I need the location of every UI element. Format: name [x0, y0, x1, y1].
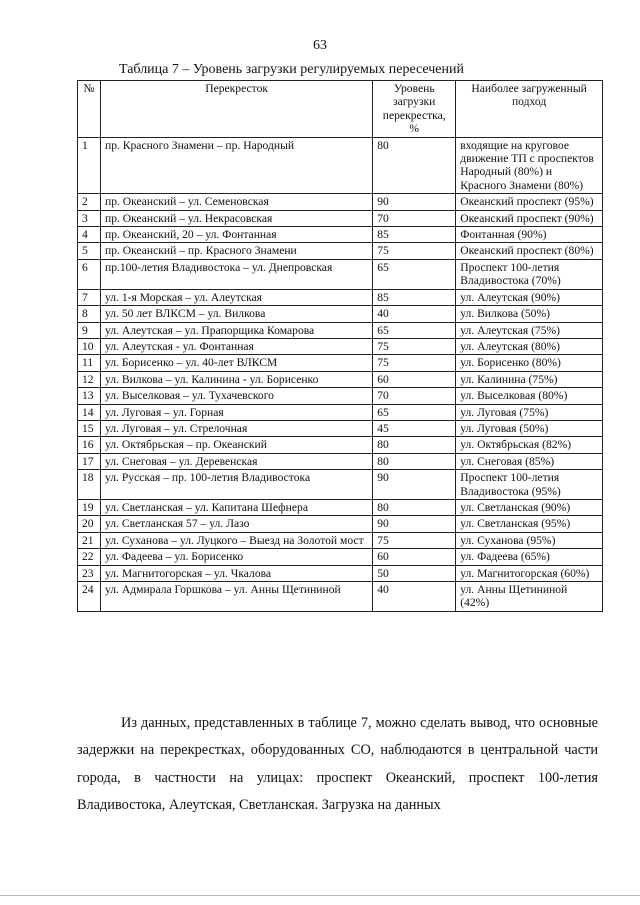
cell-load-level: 80 [373, 453, 456, 469]
cell-load-level: 40 [373, 306, 456, 322]
cell-load-level: 85 [373, 289, 456, 305]
cell-intersection: пр. Океанский – ул. Некрасовская [100, 210, 372, 226]
table-row [78, 338, 603, 354]
cell-busiest-approach: Океанский проспект (80%) [456, 243, 603, 259]
table-row [78, 453, 603, 469]
cell-busiest-approach: входящие на круговое движение ТП с проспектов Народный (80%) и Красного Знамени (80%) [456, 137, 603, 194]
cell-busiest-approach: ул. Алеутская (80%) [456, 338, 603, 354]
cell-busiest-approach: ул. Суханова (95%) [456, 532, 603, 548]
cell-intersection: ул. Адмирала Горшкова – ул. Анны Щетининой [100, 582, 372, 612]
table-row [78, 532, 603, 548]
cell-load-level: 75 [373, 243, 456, 259]
table-row [78, 227, 603, 243]
cell-busiest-approach: ул. Анны Щетининой (42%) [456, 582, 603, 612]
cell-load-level: 50 [373, 565, 456, 581]
cell-load-level: 80 [373, 437, 456, 453]
body-paragraph: Из данных, представленных в таблице 7, можно сделать вывод, что основные задержки на перекрестках, оборудованных СО, наблюдаются в центральной части города, в частности на улицах: проспект Океанский, проспект 100-летия Владивостока, Алеутская, Светланская. Загрузка на данных [77, 715, 598, 814]
cell-busiest-approach: Океанский проспект (90%) [456, 210, 603, 226]
cell-load-level: 60 [373, 549, 456, 565]
table-caption: Таблица 7 – Уровень загрузки регулируемых пересечений [119, 62, 464, 77]
cell-load-level: 75 [373, 532, 456, 548]
cell-busiest-approach: ул. Выселковая (80%) [456, 388, 603, 404]
cell-busiest-approach: Океанский проспект (95%) [456, 194, 603, 210]
cell-number: 21 [78, 532, 101, 548]
table-row [78, 549, 603, 565]
cell-busiest-approach: ул. Светланская (90%) [456, 499, 603, 515]
table-row [78, 137, 603, 194]
cell-intersection: ул. Луговая – ул. Стрелочная [100, 420, 372, 436]
cell-intersection: ул. Выселковая – ул. Тухачевского [100, 388, 372, 404]
header-intersection: Перекресток [100, 81, 372, 138]
cell-load-level: 90 [373, 194, 456, 210]
cell-load-level: 65 [373, 259, 456, 289]
cell-number: 5 [78, 243, 101, 259]
intersection-load-table [77, 80, 603, 612]
table-row [78, 565, 603, 581]
cell-intersection: ул. Светланская – ул. Капитана Шефнера [100, 499, 372, 515]
cell-number: 18 [78, 470, 101, 500]
table-row [78, 420, 603, 436]
cell-load-level: 90 [373, 470, 456, 500]
cell-intersection: ул. 1-я Морская – ул. Алеутская [100, 289, 372, 305]
cell-number: 3 [78, 210, 101, 226]
table-row [78, 243, 603, 259]
cell-load-level: 60 [373, 371, 456, 387]
table-row [78, 322, 603, 338]
cell-busiest-approach: ул. Алеутская (75%) [456, 322, 603, 338]
cell-intersection: ул. Русская – пр. 100-летия Владивостока [100, 470, 372, 500]
cell-busiest-approach: ул. Вилкова (50%) [456, 306, 603, 322]
cell-intersection: ул. Магнитогорская – ул. Чкалова [100, 565, 372, 581]
cell-number: 20 [78, 516, 101, 532]
table-body [78, 137, 603, 611]
cell-intersection: ул. Суханова – ул. Луцкого – Выезд на Золотой мост [100, 532, 372, 548]
cell-number: 4 [78, 227, 101, 243]
cell-load-level: 75 [373, 355, 456, 371]
table-row [78, 516, 603, 532]
cell-busiest-approach: ул. Светланская (95%) [456, 516, 603, 532]
cell-busiest-approach: ул. Луговая (50%) [456, 420, 603, 436]
cell-number: 7 [78, 289, 101, 305]
cell-load-level: 80 [373, 499, 456, 515]
cell-intersection: ул. Луговая – ул. Горная [100, 404, 372, 420]
cell-load-level: 65 [373, 322, 456, 338]
cell-intersection: ул. Светланская 57 – ул. Лазо [100, 516, 372, 532]
cell-busiest-approach: Проспект 100-летия Владивостока (95%) [456, 470, 603, 500]
table-row [78, 582, 603, 612]
cell-busiest-approach: ул. Магнитогорская (60%) [456, 565, 603, 581]
cell-intersection: ул. Борисенко – ул. 40-лет ВЛКСМ [100, 355, 372, 371]
cell-busiest-approach: Фонтанная (90%) [456, 227, 603, 243]
table-row [78, 210, 603, 226]
table-row [78, 371, 603, 387]
cell-number: 24 [78, 582, 101, 612]
cell-number: 12 [78, 371, 101, 387]
cell-busiest-approach: ул. Алеутская (90%) [456, 289, 603, 305]
cell-busiest-approach: ул. Борисенко (80%) [456, 355, 603, 371]
table-row [78, 470, 603, 500]
cell-number: 2 [78, 194, 101, 210]
cell-intersection: ул. Алеутская - ул. Фонтанная [100, 338, 372, 354]
cell-intersection: пр.100-летия Владивостока – ул. Днепровская [100, 259, 372, 289]
cell-number: 13 [78, 388, 101, 404]
cell-number: 1 [78, 137, 101, 194]
cell-busiest-approach: Проспект 100-летия Владивостока (70%) [456, 259, 603, 289]
cell-load-level: 65 [373, 404, 456, 420]
cell-number: 22 [78, 549, 101, 565]
table-row [78, 437, 603, 453]
cell-busiest-approach: ул. Октябрьская (82%) [456, 437, 603, 453]
cell-load-level: 85 [373, 227, 456, 243]
cell-intersection: пр. Океанский – ул. Семеновская [100, 194, 372, 210]
cell-intersection: ул. Вилкова – ул. Калинина - ул. Борисенко [100, 371, 372, 387]
cell-load-level: 70 [373, 388, 456, 404]
table-row [78, 499, 603, 515]
cell-busiest-approach: ул. Луговая (75%) [456, 404, 603, 420]
cell-load-level: 90 [373, 516, 456, 532]
cell-load-level: 75 [373, 338, 456, 354]
page-bottom-rule [0, 895, 640, 896]
cell-load-level: 80 [373, 137, 456, 194]
cell-intersection: ул. Октябрьская – пр. Океанский [100, 437, 372, 453]
cell-number: 11 [78, 355, 101, 371]
cell-intersection: пр. Океанский, 20 – ул. Фонтанная [100, 227, 372, 243]
cell-busiest-approach: ул. Снеговая (85%) [456, 453, 603, 469]
cell-number: 17 [78, 453, 101, 469]
cell-number: 6 [78, 259, 101, 289]
cell-intersection: пр. Океанский – пр. Красного Знамени [100, 243, 372, 259]
cell-number: 23 [78, 565, 101, 581]
cell-number: 8 [78, 306, 101, 322]
cell-busiest-approach: ул. Фадеева (65%) [456, 549, 603, 565]
cell-load-level: 40 [373, 582, 456, 612]
cell-load-level: 70 [373, 210, 456, 226]
table-row [78, 306, 603, 322]
table-row [78, 355, 603, 371]
cell-number: 15 [78, 420, 101, 436]
page-number: 63 [313, 38, 327, 53]
table-row [78, 259, 603, 289]
cell-intersection: ул. Фадеева – ул. Борисенко [100, 549, 372, 565]
cell-busiest-approach: ул. Калинина (75%) [456, 371, 603, 387]
table-row [78, 194, 603, 210]
header-load-level: Уровень загрузки перекрестка, % [373, 81, 456, 138]
cell-number: 9 [78, 322, 101, 338]
cell-number: 14 [78, 404, 101, 420]
cell-intersection: ул. Снеговая – ул. Деревенская [100, 453, 372, 469]
cell-intersection: ул. 50 лет ВЛКСМ – ул. Вилкова [100, 306, 372, 322]
cell-number: 10 [78, 338, 101, 354]
cell-number: 16 [78, 437, 101, 453]
header-number: № [78, 81, 101, 138]
header-busiest-approach: Наиболее загруженный подход [456, 81, 603, 138]
cell-number: 19 [78, 499, 101, 515]
cell-intersection: пр. Красного Знамени – пр. Народный [100, 137, 372, 194]
cell-intersection: ул. Алеутская – ул. Прапорщика Комарова [100, 322, 372, 338]
table-row [78, 388, 603, 404]
table-row [78, 404, 603, 420]
cell-load-level: 45 [373, 420, 456, 436]
table-header-row [78, 81, 603, 138]
table-row [78, 289, 603, 305]
